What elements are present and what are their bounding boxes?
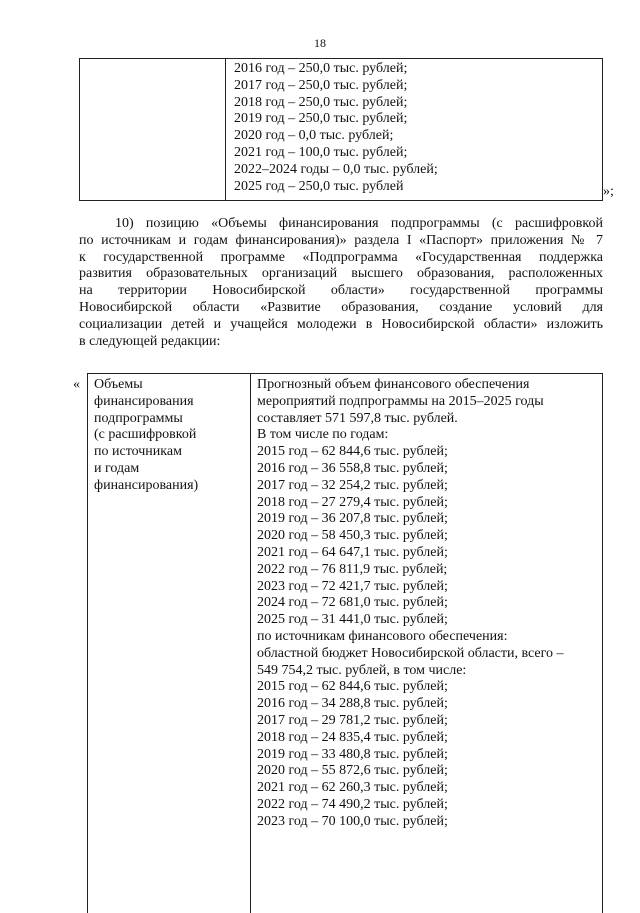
paragraph-line: Новосибирской области «Развитие образования, создание условий для (79, 299, 603, 315)
table-line: составляет 571 597,8 тыс. рублей. (257, 410, 458, 426)
table-line: В том числе по годам: (257, 427, 389, 443)
table-line: 2023 год – 70 100,0 тыс. рублей; (257, 813, 448, 829)
paragraph-line: к государственной программе «Подпрограмма «Государственная поддержка (79, 249, 603, 265)
table-header-line: (с расшифровкой (94, 427, 197, 443)
table-line: 2017 год – 250,0 тыс. рублей; (234, 77, 408, 93)
table-left-cell-empty (80, 59, 226, 200)
table-line: 549 754,2 тыс. рублей, в том числе: (257, 662, 467, 678)
table-line: 2017 год – 29 781,2 тыс. рублей; (257, 712, 448, 728)
table-line: Прогнозный объем финансового обеспечения (257, 377, 530, 392)
table-line: 2022–2024 годы – 0,0 тыс. рублей; (234, 161, 438, 177)
table-line: 2016 год – 36 558,8 тыс. рублей; (257, 460, 448, 476)
table-line: 2024 год – 72 681,0 тыс. рублей; (257, 595, 448, 611)
paragraph-line: 10) позицию «Объемы финансирования подпрограммы (с расшифровкой (115, 216, 603, 231)
table-line: 2020 год – 55 872,6 тыс. рублей; (257, 763, 448, 779)
closing-quote: »; (603, 184, 614, 199)
table-line: 2025 год – 31 441,0 тыс. рублей; (257, 612, 448, 628)
table-line: 2017 год – 32 254,2 тыс. рублей; (257, 477, 448, 493)
table-line: 2021 год – 64 647,1 тыс. рублей; (257, 544, 448, 560)
funding-table (87, 373, 603, 913)
table-left-cell (88, 374, 251, 913)
table-line: 2019 год – 33 480,8 тыс. рублей; (257, 746, 448, 762)
table-line: 2023 год – 72 421,7 тыс. рублей; (257, 578, 448, 594)
table-line: 2015 год – 62 844,6 тыс. рублей; (257, 444, 448, 460)
table-line: областной бюджет Новосибирской области, всего – (257, 645, 564, 661)
funding-table-continuation (79, 58, 603, 201)
table-header-line: финансирования (94, 393, 194, 409)
table-header-line: подпрограммы (94, 410, 183, 426)
table-line: 2019 год – 36 207,8 тыс. рублей; (257, 511, 448, 527)
table-line: 2020 год – 58 450,3 тыс. рублей; (257, 528, 448, 544)
table-line: 2021 год – 100,0 тыс. рублей; (234, 144, 408, 160)
table-line: 2018 год – 250,0 тыс. рублей; (234, 94, 408, 110)
paragraph-line: на территории Новосибирской области» государственной программы (79, 283, 603, 299)
table-line: 2018 год – 27 279,4 тыс. рублей; (257, 494, 448, 510)
table-header-line: по источникам (94, 444, 182, 460)
table-line: 2021 год – 62 260,3 тыс. рублей; (257, 780, 448, 796)
table-line: мероприятий подпрограммы на 2015–2025 годы (257, 393, 544, 409)
amendment-paragraph (79, 216, 603, 350)
paragraph-line: по источникам и годам финансирования)» раздела I «Паспорт» приложения № 7 (79, 232, 603, 248)
table-line: 2018 год – 24 835,4 тыс. рублей; (257, 729, 448, 745)
table-line: 2022 год – 74 490,2 тыс. рублей; (257, 796, 448, 812)
table-line: 2020 год – 0,0 тыс. рублей; (234, 128, 394, 144)
table-line: 2019 год – 250,0 тыс. рублей; (234, 111, 408, 127)
paragraph-line: развития образовательных организаций высшего образования, расположенных (79, 266, 603, 282)
table-line: 2016 год – 250,0 тыс. рублей; (234, 61, 408, 76)
table-line: 2016 год – 34 288,8 тыс. рублей; (257, 696, 448, 712)
table-right-cell (257, 377, 598, 831)
paragraph-line: социализации детей и учащейся молодежи в Новосибирской области» изложить (79, 316, 603, 332)
table-header-line: Объемы (94, 377, 143, 392)
table-line: 2022 год – 76 811,9 тыс. рублей; (257, 561, 448, 577)
table-line: 2025 год – 250,0 тыс. рублей (234, 178, 404, 194)
opening-quote: « (73, 377, 80, 392)
table-line: 2015 год – 62 844,6 тыс. рублей; (257, 679, 448, 695)
paragraph-line: в следующей редакции: (79, 333, 221, 349)
table-right-cell (234, 61, 598, 195)
table-header-line: и годам (94, 460, 140, 476)
page-number: 18 (314, 36, 326, 50)
table-line: по источникам финансового обеспечения: (257, 628, 508, 644)
table-header-line: финансирования) (94, 477, 199, 493)
